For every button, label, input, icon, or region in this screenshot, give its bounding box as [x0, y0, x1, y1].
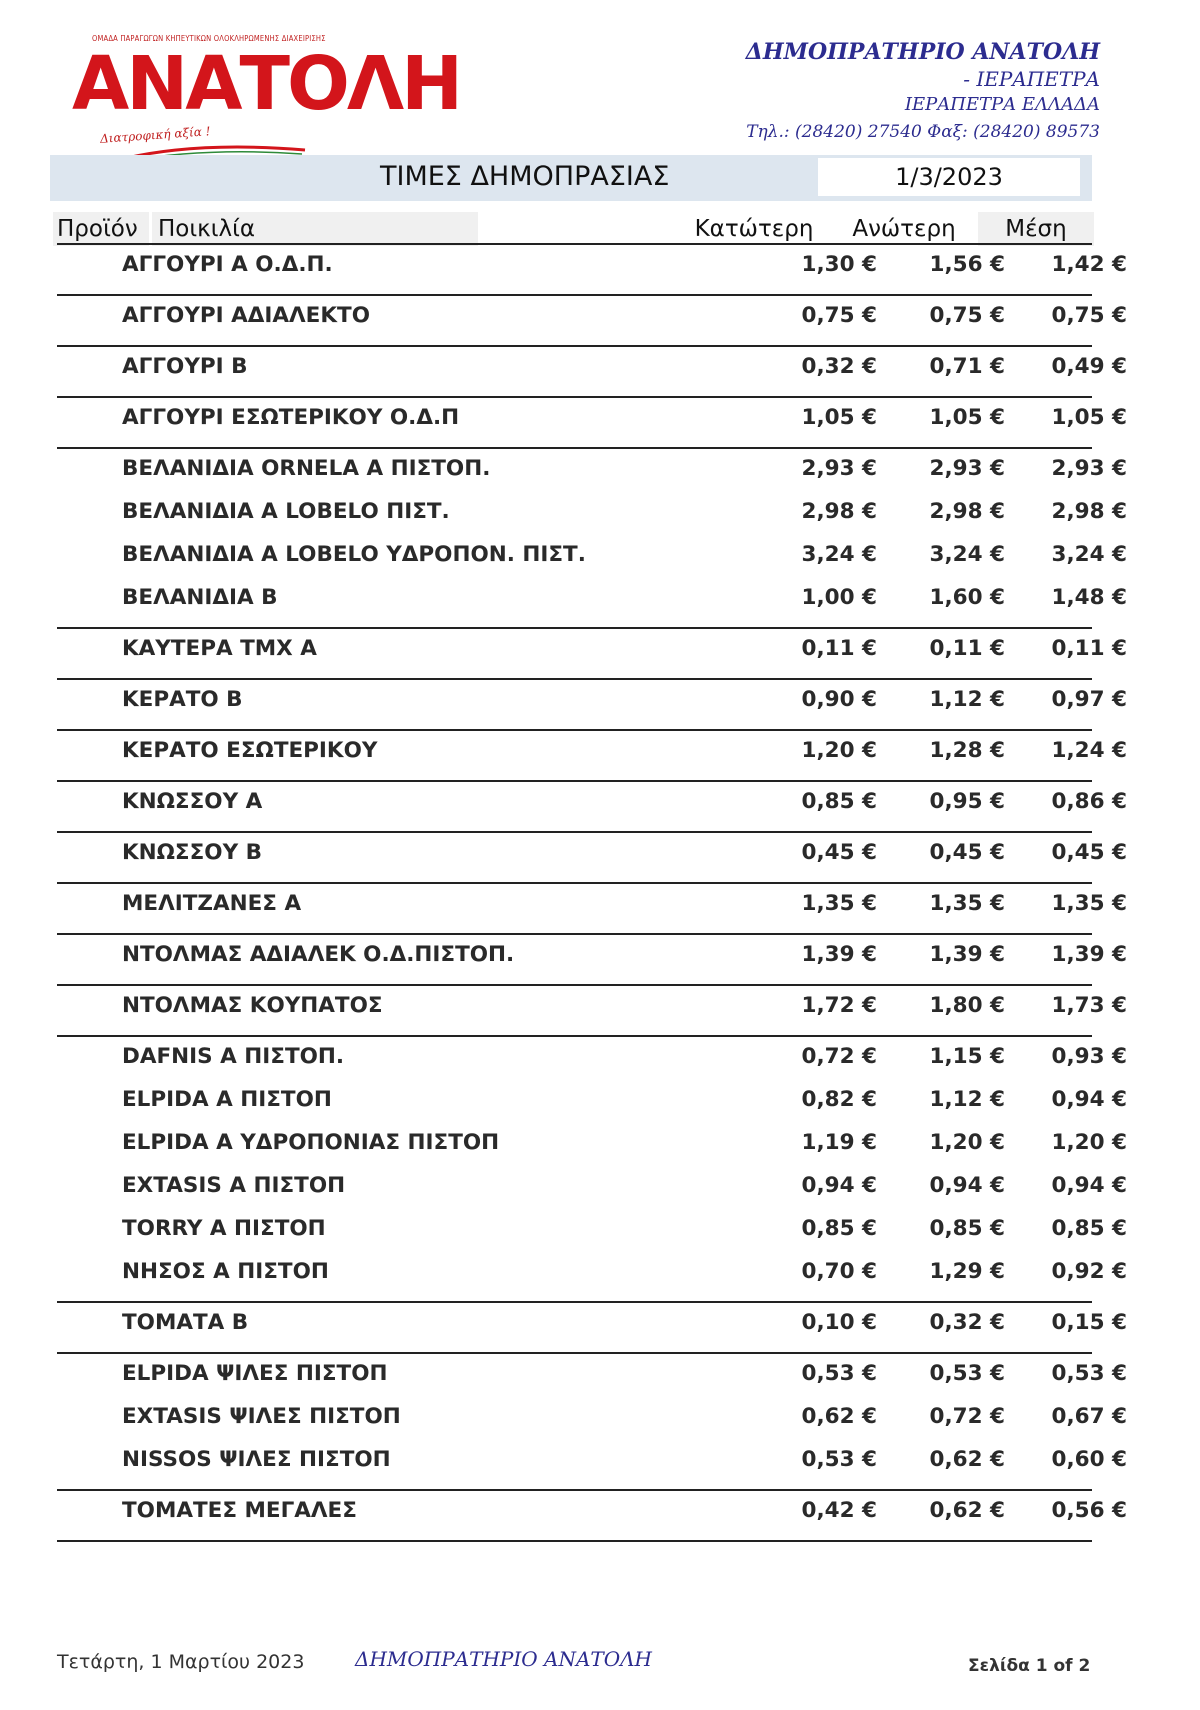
table-row: [57, 1354, 1127, 1397]
product-group: [57, 833, 1127, 884]
price-high: 1,12 €: [929, 687, 1005, 712]
page-title: ΤΙΜΕΣ ΔΗΜΟΠΡΑΣΙΑΣ: [380, 161, 670, 192]
product-group: [57, 1491, 1127, 1542]
price-avg: 1,48 €: [1051, 585, 1127, 610]
price-high: 1,05 €: [929, 405, 1005, 430]
product-group: [57, 1303, 1127, 1354]
product-name: EXTASIS Α ΠΙΣΤΟΠ: [122, 1173, 346, 1198]
price-avg: 0,75 €: [1051, 303, 1127, 328]
product-name: ΑΓΓΟΥΡΙ Β: [122, 354, 248, 379]
table-row: [57, 245, 1127, 288]
price-avg: 0,60 €: [1051, 1447, 1127, 1472]
price-low: 1,00 €: [801, 585, 877, 610]
price-low: 0,62 €: [801, 1404, 877, 1429]
price-avg: 0,49 €: [1051, 354, 1127, 379]
product-name: ELPIDA Α ΥΔΡΟΠΟΝΙΑΣ ΠΙΣΤΟΠ: [122, 1130, 500, 1155]
product-name: ΑΓΓΟΥΡΙ ΑΔΙΑΛΕΚΤΟ: [122, 303, 370, 328]
price-high: 0,11 €: [929, 636, 1005, 661]
product-name: ΚΕΡΑΤΟ ΕΣΩΤΕΡΙΚΟΥ: [122, 738, 378, 763]
table-row: [57, 449, 1127, 492]
product-name: ΑΓΓΟΥΡΙ Α Ο.Δ.Π.: [122, 252, 333, 277]
product-name: TORRY Α ΠΙΣΤΟΠ: [122, 1216, 326, 1241]
price-avg: 0,53 €: [1051, 1361, 1127, 1386]
price-low: 0,45 €: [801, 840, 877, 865]
price-avg: 0,85 €: [1051, 1216, 1127, 1241]
price-avg: 0,97 €: [1051, 687, 1127, 712]
company-info: [746, 38, 1100, 146]
price-high: 1,29 €: [929, 1259, 1005, 1284]
table-row: [57, 1303, 1127, 1346]
company-contact: Τηλ.: (28420) 27540 Φαξ: (28420) 89573: [746, 122, 1100, 142]
price-avg: 0,86 €: [1051, 789, 1127, 814]
table-row: [57, 1123, 1127, 1166]
footer-date: Τετάρτη, 1 Μαρτίου 2023: [57, 1651, 305, 1673]
product-group: [57, 986, 1127, 1037]
price-low: 0,10 €: [801, 1310, 877, 1335]
product-name: ΝΤΟΛΜΑΣ ΚΟΥΠΑΤΟΣ: [122, 993, 383, 1018]
price-avg: 2,93 €: [1051, 456, 1127, 481]
table-row: [57, 535, 1127, 578]
product-name: ΚΕΡΑΤΟ Β: [122, 687, 243, 712]
product-name: ΚΝΩΣΣΟΥ Α: [122, 789, 263, 814]
logo-slogan: Διατροφική αξία !: [99, 124, 211, 146]
product-name: EXTASIS ΨΙΛΕΣ ΠΙΣΤΟΠ: [122, 1404, 401, 1429]
price-low: 2,98 €: [801, 499, 877, 524]
product-group: [57, 449, 1127, 629]
price-high: 1,35 €: [929, 891, 1005, 916]
price-avg: 0,67 €: [1051, 1404, 1127, 1429]
product-group: [57, 243, 1127, 296]
price-high: 1,20 €: [929, 1130, 1005, 1155]
price-table: [57, 243, 1127, 1542]
price-avg: 1,05 €: [1051, 405, 1127, 430]
price-low: 1,30 €: [801, 252, 877, 277]
price-low: 0,85 €: [801, 789, 877, 814]
price-avg: 0,45 €: [1051, 840, 1127, 865]
product-name: ELPIDA ΨΙΛΕΣ ΠΙΣΤΟΠ: [122, 1361, 388, 1386]
price-high: 0,62 €: [929, 1498, 1005, 1523]
price-avg: 1,42 €: [1051, 252, 1127, 277]
price-avg: 0,93 €: [1051, 1044, 1127, 1069]
product-name: ΒΕΛΑΝΙΔΙΑ ORNELA Α ΠΙΣΤΟΠ.: [122, 456, 491, 481]
price-high: 1,39 €: [929, 942, 1005, 967]
price-avg: 2,98 €: [1051, 499, 1127, 524]
table-row: [57, 1440, 1127, 1483]
product-name: NISSOS ΨΙΛΕΣ ΠΙΣΤΟΠ: [122, 1447, 391, 1472]
price-low: 0,72 €: [801, 1044, 877, 1069]
price-avg: 0,94 €: [1051, 1087, 1127, 1112]
price-low: 1,72 €: [801, 993, 877, 1018]
price-low: 1,35 €: [801, 891, 877, 916]
table-row: [57, 884, 1127, 927]
product-name: ΤΟΜΑΤΕΣ ΜΕΓΑΛΕΣ: [122, 1498, 357, 1523]
price-high: 0,62 €: [929, 1447, 1005, 1472]
table-row: [57, 935, 1127, 978]
product-group: [57, 629, 1127, 680]
price-avg: 1,24 €: [1051, 738, 1127, 763]
product-group: [57, 782, 1127, 833]
price-high: 0,32 €: [929, 1310, 1005, 1335]
price-high: 0,53 €: [929, 1361, 1005, 1386]
product-name: DAFNIS Α ΠΙΣΤΟΠ.: [122, 1044, 345, 1069]
price-low: 1,05 €: [801, 405, 877, 430]
table-row: [57, 1037, 1127, 1080]
product-name: ΚΝΩΣΣΟΥ Β: [122, 840, 263, 865]
table-row: [57, 1209, 1127, 1252]
price-high: 1,80 €: [929, 993, 1005, 1018]
logo-wordmark: ΑΝΑΤΟΛΗ: [72, 41, 461, 127]
product-group: [57, 296, 1127, 347]
company-country: ΙΕΡΑΠΕΤΡΑ ΕΛΛΑΔΑ: [904, 94, 1100, 115]
footer-page-number: Σελίδα 1 of 2: [968, 1656, 1091, 1676]
product-group: [57, 884, 1127, 935]
table-row: [57, 347, 1127, 390]
price-avg: 1,39 €: [1051, 942, 1127, 967]
product-group: [57, 680, 1127, 731]
price-high: 1,28 €: [929, 738, 1005, 763]
price-low: 0,42 €: [801, 1498, 877, 1523]
price-low: 0,75 €: [801, 303, 877, 328]
price-high: 1,56 €: [929, 252, 1005, 277]
price-low: 1,39 €: [801, 942, 877, 967]
price-avg: 0,92 €: [1051, 1259, 1127, 1284]
column-header-low: Κατώτερη: [688, 212, 820, 246]
table-row: [57, 1166, 1127, 1209]
price-low: 0,90 €: [801, 687, 877, 712]
column-header-variety: Ποικιλία: [152, 212, 478, 246]
price-high: 1,60 €: [929, 585, 1005, 610]
table-row: [57, 680, 1127, 723]
product-name: ELPIDA Α ΠΙΣΤΟΠ: [122, 1087, 332, 1112]
price-avg: 1,35 €: [1051, 891, 1127, 916]
price-high: 2,93 €: [929, 456, 1005, 481]
product-name: ΑΓΓΟΥΡΙ ΕΣΩΤΕΡΙΚΟΥ Ο.Δ.Π: [122, 405, 460, 430]
price-avg: 3,24 €: [1051, 542, 1127, 567]
product-name: ΚΑΥΤΕΡΑ ΤΜΧ Α: [122, 636, 317, 661]
price-low: 2,93 €: [801, 456, 877, 481]
table-row: [57, 492, 1127, 535]
price-low: 0,32 €: [801, 354, 877, 379]
price-high: 0,75 €: [929, 303, 1005, 328]
column-header-product: Προϊόν: [53, 212, 149, 246]
table-row: [57, 578, 1127, 621]
price-avg: 1,73 €: [1051, 993, 1127, 1018]
price-low: 0,53 €: [801, 1361, 877, 1386]
price-high: 0,71 €: [929, 354, 1005, 379]
footer-company: ΔΗΜΟΠΡΑΤΗΡΙΟ ΑΝΑΤΟΛΗ: [355, 1647, 653, 1671]
price-low: 0,82 €: [801, 1087, 877, 1112]
product-group: [57, 1354, 1127, 1491]
price-high: 0,95 €: [929, 789, 1005, 814]
price-avg: 0,94 €: [1051, 1173, 1127, 1198]
table-row: [57, 782, 1127, 825]
price-high: 0,85 €: [929, 1216, 1005, 1241]
price-low: 0,11 €: [801, 636, 877, 661]
column-header-high: Ανώτερη: [838, 212, 970, 246]
logo-tagline: ΟΜΑΔΑ ΠΑΡΑΓΩΓΩΝ ΚΗΠΕΥΤΙΚΩΝ ΟΛΟΚΛΗΡΩΜΕΝΗΣ ΔΙΑΧΕΙΡΙΣΗΣ: [92, 34, 326, 43]
price-high: 1,15 €: [929, 1044, 1005, 1069]
product-name: ΒΕΛΑΝΙΔΙΑ Α LOBELO ΥΔΡΟΠΟΝ. ΠΙΣΤ.: [122, 542, 586, 567]
company-city: - ΙΕΡΑΠΕΤΡΑ: [963, 67, 1100, 91]
price-low: 0,53 €: [801, 1447, 877, 1472]
company-name: ΔΗΜΟΠΡΑΤΗΡΙΟ ΑΝΑΤΟΛΗ: [745, 39, 1100, 65]
price-low: 1,20 €: [801, 738, 877, 763]
table-row: [57, 1080, 1127, 1123]
price-avg: 0,11 €: [1051, 636, 1127, 661]
price-high: 2,98 €: [929, 499, 1005, 524]
table-row: [57, 398, 1127, 441]
product-group: [57, 398, 1127, 449]
product-name: ΒΕΛΑΝΙΔΙΑ Β: [122, 585, 278, 610]
price-low: 0,70 €: [801, 1259, 877, 1284]
price-avg: 0,56 €: [1051, 1498, 1127, 1523]
price-high: 0,45 €: [929, 840, 1005, 865]
product-group: [57, 935, 1127, 986]
table-row: [57, 833, 1127, 876]
table-row: [57, 296, 1127, 339]
product-group: [57, 347, 1127, 398]
table-row: [57, 1252, 1127, 1295]
table-row: [57, 986, 1127, 1029]
table-row: [57, 1491, 1127, 1534]
price-high: 1,12 €: [929, 1087, 1005, 1112]
product-name: ΒΕΛΑΝΙΔΙΑ Α LOBELO ΠΙΣΤ.: [122, 499, 450, 524]
product-group: [57, 731, 1127, 782]
price-high: 0,94 €: [929, 1173, 1005, 1198]
table-row: [57, 1397, 1127, 1440]
table-row: [57, 629, 1127, 672]
auction-date: 1/3/2023: [818, 158, 1080, 196]
company-logo: [70, 30, 461, 155]
price-low: 0,94 €: [801, 1173, 877, 1198]
price-avg: 0,15 €: [1051, 1310, 1127, 1335]
price-low: 1,19 €: [801, 1130, 877, 1155]
price-avg: 1,20 €: [1051, 1130, 1127, 1155]
price-low: 0,85 €: [801, 1216, 877, 1241]
table-row: [57, 731, 1127, 774]
price-high: 3,24 €: [929, 542, 1005, 567]
product-group: [57, 1037, 1127, 1303]
price-low: 3,24 €: [801, 542, 877, 567]
column-header-avg: Μέση: [978, 212, 1094, 246]
product-name: ΝΤΟΛΜΑΣ ΑΔΙΑΛΕΚ Ο.Δ.ΠΙΣΤΟΠ.: [122, 942, 515, 967]
product-name: ΜΕΛΙΤΖΑΝΕΣ Α: [122, 891, 302, 916]
product-name: ΤΟΜΑΤΑ Β: [122, 1310, 249, 1335]
title-band: [50, 155, 1092, 201]
price-high: 0,72 €: [929, 1404, 1005, 1429]
product-name: ΝΗΣΟΣ Α ΠΙΣΤΟΠ: [122, 1259, 329, 1284]
